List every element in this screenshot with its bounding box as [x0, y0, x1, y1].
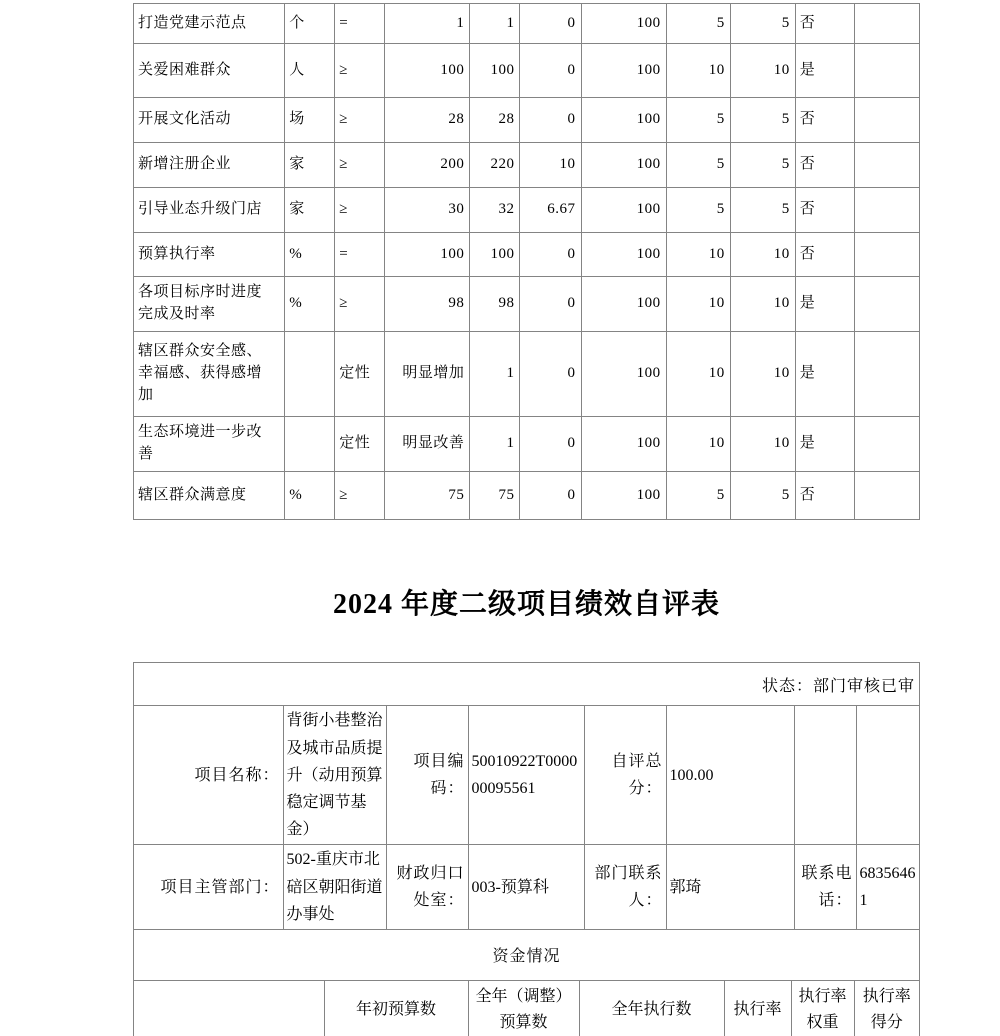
indicator-cell-unit: % [285, 277, 335, 332]
indicator-cell-flag: 否 [795, 143, 854, 188]
indicator-cell-actual: 28 [470, 98, 520, 143]
indicator-cell-rate: 100 [581, 44, 666, 98]
indicator-cell-note [854, 472, 919, 520]
indicator-cell-deviation: 0 [520, 4, 581, 44]
indicator-cell-actual: 98 [470, 277, 520, 332]
funds-header-cell: 全年（调整）预算数 [468, 981, 579, 1036]
indicator-cell-unit: 场 [285, 98, 335, 143]
funds-header-cell: 执行率权重 [791, 981, 854, 1036]
indicator-row [134, 472, 920, 520]
indicator-cell-deviation: 0 [520, 98, 581, 143]
indicator-cell-target: 100 [385, 44, 470, 98]
info-label: 项目名称： [134, 706, 283, 844]
indicator-cell-flag: 否 [795, 188, 854, 233]
indicator-cell-flag: 是 [795, 417, 854, 472]
info-value [856, 706, 919, 844]
indicator-cell-flag: 否 [795, 472, 854, 520]
funds-header-cell [134, 981, 324, 1036]
indicator-cell-score: 5 [730, 472, 795, 520]
info-value: 502-重庆市北碚区朝阳街道办事处 [283, 845, 386, 930]
indicator-cell-rate: 100 [581, 4, 666, 44]
indicator-cell-op: ≥ [335, 277, 385, 332]
indicator-cell-unit: 个 [285, 4, 335, 44]
indicator-cell-deviation: 0 [520, 44, 581, 98]
indicator-cell-flag: 否 [795, 233, 854, 277]
indicator-cell-score: 5 [730, 98, 795, 143]
indicator-cell-deviation: 0 [520, 233, 581, 277]
indicator-cell-unit: 家 [285, 143, 335, 188]
indicator-cell-weight: 10 [666, 233, 730, 277]
indicator-cell-target: 75 [385, 472, 470, 520]
indicator-cell-target: 200 [385, 143, 470, 188]
indicator-cell-deviation: 0 [520, 472, 581, 520]
funds-header-cell: 年初预算数 [324, 981, 468, 1036]
indicator-cell-score: 10 [730, 44, 795, 98]
indicator-cell-actual: 1 [470, 4, 520, 44]
info-value: 背街小巷整治及城市品质提升（动用预算稳定调节基金） [283, 706, 386, 844]
info-label: 财政归口处室： [386, 845, 468, 930]
funds-table-body [134, 981, 919, 1036]
indicator-cell-weight: 10 [666, 44, 730, 98]
indicator-cell-actual: 75 [470, 472, 520, 520]
indicator-cell-note [854, 277, 919, 332]
indicator-cell-op: = [335, 233, 385, 277]
indicator-cell-name: 关爱困难群众 [134, 44, 285, 98]
funds-header-row [134, 981, 919, 1036]
indicator-cell-deviation: 10 [520, 143, 581, 188]
indicator-cell-name: 辖区群众安全感、幸福感、获得感增加 [134, 332, 285, 417]
indicator-cell-op: ≥ [335, 188, 385, 233]
info-label: 部门联系人： [584, 845, 666, 930]
indicator-cell-name: 生态环境进一步改善 [134, 417, 285, 472]
indicator-cell-score: 10 [730, 277, 795, 332]
indicator-cell-weight: 10 [666, 417, 730, 472]
indicator-row [134, 98, 920, 143]
indicator-cell-flag: 否 [795, 98, 854, 143]
indicator-cell-weight: 5 [666, 98, 730, 143]
indicator-cell-weight: 10 [666, 277, 730, 332]
indicator-cell-score: 10 [730, 417, 795, 472]
funds-header-cell: 全年执行数 [579, 981, 724, 1036]
indicator-cell-note [854, 332, 919, 417]
indicator-cell-name: 引导业态升级门店 [134, 188, 285, 233]
indicator-row [134, 4, 920, 44]
indicator-cell-actual: 100 [470, 233, 520, 277]
indicator-cell-rate: 100 [581, 277, 666, 332]
indicator-cell-name: 辖区群众满意度 [134, 472, 285, 520]
indicator-cell-op: = [335, 4, 385, 44]
info-value: 003-预算科 [468, 845, 584, 930]
funds-header-cell: 执行率得分 [862, 988, 911, 1031]
indicator-row [134, 417, 920, 472]
funds-header-cell: 执行率 [724, 981, 791, 1036]
indicator-cell-target: 明显改善 [385, 417, 470, 472]
page-title: 2024 年度二级项目绩效自评表 [332, 589, 720, 620]
status-bar [134, 663, 919, 706]
indicator-cell-op: ≥ [335, 44, 385, 98]
info-label [794, 706, 856, 844]
indicator-row [134, 233, 920, 277]
indicator-row [134, 277, 920, 332]
status-text: 状态：部门审核已审 [761, 677, 915, 695]
project-info-row [134, 706, 919, 844]
info-label: 项目编码： [386, 706, 468, 844]
project-info-body [134, 706, 919, 929]
indicator-cell-score: 10 [730, 233, 795, 277]
indicator-cell-op: 定性 [335, 332, 385, 417]
indicator-table [133, 3, 920, 520]
info-label: 自评总分： [584, 706, 666, 844]
indicator-row [134, 188, 920, 233]
indicator-cell-deviation: 0 [520, 332, 581, 417]
indicator-cell-name: 开展文化活动 [134, 98, 285, 143]
project-info-row [134, 845, 919, 930]
indicator-cell-unit: % [285, 233, 335, 277]
indicator-cell-score: 5 [730, 4, 795, 44]
info-value: 68356461 [856, 845, 919, 930]
indicator-row [134, 44, 920, 98]
indicator-cell-unit: 人 [285, 44, 335, 98]
indicator-cell-rate: 100 [581, 233, 666, 277]
indicator-cell-deviation: 0 [520, 417, 581, 472]
document-page [133, 3, 920, 1036]
indicator-cell-flag: 是 [795, 332, 854, 417]
indicator-cell-note [854, 233, 919, 277]
indicator-cell-note [854, 417, 919, 472]
indicator-cell-unit [285, 417, 335, 472]
info-label: 项目主管部门： [134, 845, 283, 930]
indicator-cell-actual: 220 [470, 143, 520, 188]
indicator-cell-target: 28 [385, 98, 470, 143]
indicator-cell-name: 打造党建示范点 [134, 4, 285, 44]
indicator-cell-score: 5 [730, 188, 795, 233]
indicator-cell-note [854, 143, 919, 188]
project-info-table [134, 706, 919, 930]
indicator-cell-note [854, 4, 919, 44]
indicator-cell-rate: 100 [581, 98, 666, 143]
indicator-cell-rate: 100 [581, 472, 666, 520]
indicator-cell-name: 各项目标序时进度完成及时率 [134, 277, 285, 332]
indicator-table-body [134, 4, 920, 520]
indicator-cell-unit: % [285, 472, 335, 520]
indicator-row [134, 143, 920, 188]
indicator-cell-note [854, 44, 919, 98]
indicator-cell-target: 98 [385, 277, 470, 332]
indicator-cell-flag: 是 [795, 277, 854, 332]
info-label: 联系电话： [794, 845, 856, 930]
indicator-cell-actual: 1 [470, 332, 520, 417]
indicator-cell-score: 10 [730, 332, 795, 417]
indicator-cell-actual: 1 [470, 417, 520, 472]
indicator-cell-note [854, 188, 919, 233]
indicator-cell-target: 30 [385, 188, 470, 233]
indicator-cell-target: 1 [385, 4, 470, 44]
indicator-cell-unit: 家 [285, 188, 335, 233]
indicator-cell-score: 5 [730, 143, 795, 188]
indicator-cell-rate: 100 [581, 143, 666, 188]
indicator-cell-actual: 32 [470, 188, 520, 233]
indicator-cell-flag: 是 [795, 44, 854, 98]
project-table [133, 662, 920, 1036]
info-value: 郭琦 [666, 845, 794, 930]
indicator-cell-deviation: 0 [520, 277, 581, 332]
info-value: 50010922T000000095561 [468, 706, 584, 844]
indicator-cell-rate: 100 [581, 332, 666, 417]
indicator-cell-rate: 100 [581, 417, 666, 472]
indicator-cell-op: ≥ [335, 143, 385, 188]
indicator-cell-rate: 100 [581, 188, 666, 233]
indicator-cell-target: 100 [385, 233, 470, 277]
indicator-cell-unit [285, 332, 335, 417]
indicator-cell-op: ≥ [335, 472, 385, 520]
indicator-cell-deviation: 6.67 [520, 188, 581, 233]
indicator-cell-flag: 否 [795, 4, 854, 44]
indicator-cell-name: 预算执行率 [134, 233, 285, 277]
indicator-cell-op: 定性 [335, 417, 385, 472]
indicator-cell-weight: 5 [666, 143, 730, 188]
indicator-cell-note [854, 98, 919, 143]
indicator-cell-weight: 5 [666, 472, 730, 520]
indicator-row [134, 332, 920, 417]
indicator-cell-weight: 5 [666, 188, 730, 233]
funds-section-title: 资金情况 [134, 930, 919, 981]
indicator-cell-weight: 5 [666, 4, 730, 44]
indicator-cell-target: 明显增加 [385, 332, 470, 417]
indicator-cell-actual: 100 [470, 44, 520, 98]
funds-table [134, 981, 919, 1036]
indicator-cell-name: 新增注册企业 [134, 143, 285, 188]
indicator-cell-weight: 10 [666, 332, 730, 417]
indicator-cell-op: ≥ [335, 98, 385, 143]
info-value: 100.00 [666, 706, 794, 844]
